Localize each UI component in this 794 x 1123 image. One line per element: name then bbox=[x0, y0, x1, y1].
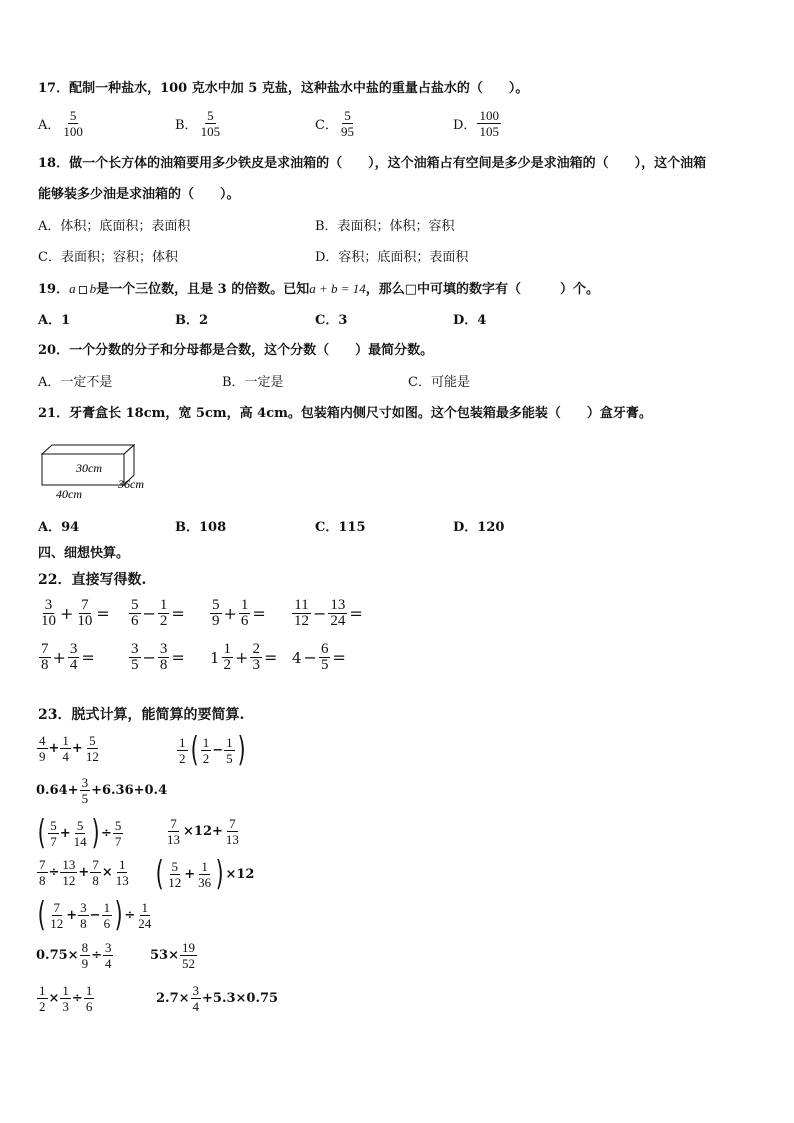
operator: − bbox=[212, 742, 224, 758]
fraction: $\frac{5}{7}$ bbox=[50, 817, 57, 849]
fraction: $\frac{5}{6}$ bbox=[131, 597, 139, 629]
q22-item-7[interactable] bbox=[209, 642, 278, 673]
operator: + bbox=[59, 825, 71, 841]
expr-text: 0.64+ bbox=[36, 783, 79, 798]
q21-option-a[interactable]: A．94 bbox=[38, 520, 80, 535]
fraction: $\frac{11}{12}$ bbox=[294, 597, 309, 629]
equals-sign: = bbox=[81, 648, 95, 667]
equals-sign: = bbox=[96, 604, 110, 623]
operator: ÷ bbox=[48, 865, 60, 880]
operator: − bbox=[142, 604, 156, 623]
equals-sign: = bbox=[252, 604, 266, 623]
q23-expr-11[interactable] bbox=[36, 983, 95, 1014]
q23-expr-1[interactable] bbox=[36, 733, 102, 764]
option-label: C． bbox=[315, 118, 338, 133]
fraction: $\frac{3}{8}$ bbox=[159, 641, 168, 673]
expr-text: +6.36+0.4 bbox=[91, 783, 168, 798]
fraction: $\frac{3}{8}$ bbox=[80, 899, 87, 931]
q19-option-c[interactable]: C．3 bbox=[315, 313, 348, 328]
q23-expr-5[interactable] bbox=[164, 816, 242, 847]
q21-option-b[interactable]: B．108 bbox=[175, 520, 227, 535]
fraction: $\frac{7}{8}$ bbox=[41, 641, 49, 673]
right-paren: ) bbox=[91, 813, 100, 853]
q23-expr-2[interactable] bbox=[176, 730, 247, 770]
equals-sign: = bbox=[332, 648, 346, 667]
whole-number: 1 bbox=[210, 648, 220, 667]
operator: + bbox=[66, 907, 78, 923]
operator: ÷ bbox=[100, 825, 112, 841]
fraction: $\frac{1}{2}$ bbox=[179, 734, 186, 766]
expr-text: 53× bbox=[150, 948, 179, 963]
q22-item-4[interactable] bbox=[291, 598, 364, 629]
expr-text: ×12+ bbox=[183, 824, 223, 839]
fraction: $\frac{7}{12}$ bbox=[50, 899, 64, 931]
digit-b: b bbox=[89, 281, 97, 296]
operator: × bbox=[101, 865, 113, 880]
option-label: B． bbox=[175, 118, 198, 133]
q19-prefix: 19． bbox=[38, 282, 70, 297]
fraction: $\frac{1}{4}$ bbox=[62, 733, 69, 764]
q17-text: 17．配制一种盐水，100 克水中加 5 克盐，这种盐水中盐的重量占盐水的（ ）。 bbox=[38, 81, 529, 96]
fraction: $\frac{7}{10}$ bbox=[77, 597, 93, 629]
operator: + bbox=[184, 866, 196, 882]
equals-sign: = bbox=[171, 648, 185, 667]
fraction: $\frac{7}{8}$ bbox=[39, 857, 46, 888]
q18-text-line1: 18．做一个长方体的油箱要用多少铁皮是求油箱的（ ），这个油箱占有空间是多少是求油箱的（ ），这个油箱 bbox=[38, 156, 707, 171]
operator: + bbox=[71, 741, 83, 756]
q23-expr-9[interactable] bbox=[36, 940, 114, 971]
fraction: $\frac{1}{2}$ bbox=[39, 983, 46, 1014]
q23-title: 23．脱式计算，能简算的要简算. bbox=[38, 707, 245, 723]
fraction: $\frac{4}{9}$ bbox=[39, 733, 46, 764]
q20-option-c[interactable]: C．可能是 bbox=[408, 375, 470, 390]
operator: + bbox=[78, 865, 90, 880]
left-paren: ( bbox=[37, 813, 46, 853]
left-paren: ( bbox=[37, 895, 46, 935]
q23-expr-8[interactable] bbox=[36, 895, 154, 935]
fraction: $\frac{8}{9}$ bbox=[81, 940, 89, 971]
fraction: $\frac{3}{5}$ bbox=[131, 641, 139, 673]
fraction: $\frac{6}{5}$ bbox=[320, 641, 329, 673]
digit-a: a bbox=[69, 281, 76, 296]
whole-number: 4 bbox=[292, 648, 302, 667]
fraction: $\frac{7}{13}$ bbox=[167, 816, 180, 847]
q21-option-d[interactable]: D．120 bbox=[453, 520, 505, 535]
fraction: $\frac{19}{52}$ bbox=[181, 940, 195, 971]
fraction: $\frac{1}{24}$ bbox=[138, 899, 152, 931]
fraction: $\frac{1}{6}$ bbox=[103, 899, 111, 931]
option-label: D． bbox=[453, 118, 477, 133]
fraction: $\frac{5}{7}$ bbox=[114, 817, 122, 849]
q17-option-d[interactable] bbox=[453, 108, 502, 139]
box-height-label: 36cm bbox=[118, 477, 144, 491]
fraction: $\frac{5}{12}$ bbox=[85, 733, 99, 764]
fraction: $\frac{1}{13}$ bbox=[115, 857, 129, 888]
fraction: $\frac{3}{4}$ bbox=[69, 641, 78, 673]
q22-item-8[interactable] bbox=[291, 642, 347, 673]
fraction: $\frac{5}{9}$ bbox=[212, 597, 220, 629]
q21-option-c[interactable]: C．115 bbox=[315, 520, 366, 535]
box-figure bbox=[38, 442, 168, 504]
q19-option-d[interactable]: D．4 bbox=[453, 313, 487, 328]
q19-text bbox=[38, 280, 599, 299]
operator: ÷ bbox=[71, 991, 83, 1006]
q18-option-b[interactable]: B．表面积；体积；容积 bbox=[315, 219, 455, 234]
q20-option-b[interactable]: B．一定是 bbox=[222, 375, 284, 390]
fraction: $\frac{1}{36}$ bbox=[198, 858, 212, 890]
operator: − bbox=[303, 648, 317, 667]
box-length-label: 40cm bbox=[56, 487, 82, 501]
expr-text: +5.3×0.75 bbox=[202, 991, 279, 1006]
q17-option-b[interactable] bbox=[175, 108, 223, 139]
q19-option-a[interactable]: A．1 bbox=[38, 313, 71, 328]
q21-text: 21．牙膏盒长 18cm，宽 5cm，高 4cm。包装箱内侧尺寸如图。这个包装箱最多能装（ ）盒牙膏。 bbox=[38, 406, 652, 421]
fraction: $\frac{3}{5}$ bbox=[81, 775, 89, 806]
box-width-label: 30cm bbox=[76, 461, 102, 475]
right-paren: ) bbox=[114, 895, 123, 935]
q23-expr-12[interactable] bbox=[156, 983, 278, 1014]
section-4-title: 四、细想快算。 bbox=[38, 546, 130, 561]
q19-equation: a + b = 14 bbox=[309, 281, 366, 296]
fraction: $\frac{5}{100}$ bbox=[63, 108, 83, 139]
fraction: $\frac{5}{95}$ bbox=[340, 108, 354, 139]
operator: × bbox=[48, 991, 60, 1006]
operator: − bbox=[313, 604, 327, 623]
q20-text: 20．一个分数的分子和分母都是合数，这个分数（ ）最简分数。 bbox=[38, 343, 434, 358]
q18-option-c[interactable]: C．表面积；容积；体积 bbox=[38, 250, 178, 265]
expr-text: ×12 bbox=[225, 866, 255, 882]
fraction: $\frac{1}{2}$ bbox=[223, 641, 232, 673]
q19-suffix: ，那么□中可填的数字有（ ）个。 bbox=[365, 282, 600, 297]
q19-option-b[interactable]: B．2 bbox=[175, 313, 209, 328]
q23-expr-10[interactable] bbox=[150, 940, 198, 971]
q23-expr-7[interactable] bbox=[154, 854, 255, 894]
q22-item-5[interactable] bbox=[38, 642, 96, 673]
equals-sign: = bbox=[171, 604, 185, 623]
right-paren: ) bbox=[215, 854, 224, 894]
blank-box-icon bbox=[79, 286, 87, 294]
fraction: $\frac{1}{3}$ bbox=[62, 983, 69, 1014]
q22-title: 22．直接写得数. bbox=[38, 572, 147, 588]
q20-option-a[interactable]: A．一定不是 bbox=[38, 375, 113, 390]
q22-item-2[interactable] bbox=[128, 598, 186, 629]
operator: ÷ bbox=[124, 907, 136, 923]
fraction: $\frac{7}{13}$ bbox=[225, 816, 239, 847]
q23-expr-3[interactable] bbox=[36, 775, 167, 806]
expr-text: 2.7× bbox=[156, 991, 190, 1006]
fraction: $\frac{1}{6}$ bbox=[240, 597, 249, 629]
q17-option-a[interactable] bbox=[38, 108, 86, 139]
operator: − bbox=[89, 907, 101, 923]
operator: + bbox=[52, 648, 66, 667]
operator: + bbox=[235, 648, 249, 667]
fraction: $\frac{2}{3}$ bbox=[252, 641, 260, 673]
q17-option-c[interactable] bbox=[315, 108, 357, 139]
left-paren: ( bbox=[190, 730, 199, 770]
fraction: $\frac{13}{24}$ bbox=[330, 597, 346, 629]
operator: + bbox=[48, 741, 60, 756]
fraction: $\frac{13}{12}$ bbox=[62, 857, 76, 888]
operator: + bbox=[60, 604, 74, 623]
q18-option-d[interactable]: D．容积；底面积；表面积 bbox=[315, 250, 469, 265]
q19-mid: 是一个三位数，且是 3 的倍数。已知 bbox=[96, 282, 310, 297]
fraction: $\frac{5}{12}$ bbox=[168, 858, 182, 890]
q23-expr-6[interactable] bbox=[36, 857, 132, 888]
q18-text-line2: 能够装多少油是求油箱的（ ）。 bbox=[38, 187, 240, 202]
operator: ÷ bbox=[91, 948, 102, 963]
fraction: $\frac{7}{8}$ bbox=[92, 857, 99, 888]
expr-text: 0.75× bbox=[36, 948, 79, 963]
q22-item-3[interactable] bbox=[209, 598, 267, 629]
q23-expr-4[interactable] bbox=[36, 813, 124, 853]
fraction: $\frac{3}{4}$ bbox=[192, 983, 200, 1014]
operator: − bbox=[142, 648, 156, 667]
right-paren: ) bbox=[237, 730, 246, 770]
q22-item-1[interactable] bbox=[38, 598, 111, 629]
option-label: A． bbox=[38, 118, 61, 133]
fraction: $\frac{1}{2}$ bbox=[159, 597, 168, 629]
equals-sign: = bbox=[349, 604, 363, 623]
fraction: $\frac{3}{4}$ bbox=[104, 940, 112, 971]
fraction: $\frac{1}{2}$ bbox=[202, 734, 210, 766]
fraction: $\frac{5}{14}$ bbox=[73, 817, 87, 849]
left-paren: ( bbox=[155, 854, 164, 894]
q18-option-a[interactable]: A．体积；底面积；表面积 bbox=[38, 219, 191, 234]
fraction: $\frac{5}{105}$ bbox=[200, 108, 221, 139]
fraction: $\frac{3}{10}$ bbox=[41, 597, 56, 629]
equals-sign: = bbox=[263, 648, 278, 667]
q22-item-6[interactable] bbox=[128, 642, 186, 673]
operator: + bbox=[223, 604, 237, 623]
fraction: $\frac{100}{105}$ bbox=[479, 108, 499, 139]
fraction: $\frac{1}{6}$ bbox=[85, 983, 93, 1014]
fraction: $\frac{1}{5}$ bbox=[226, 734, 233, 766]
